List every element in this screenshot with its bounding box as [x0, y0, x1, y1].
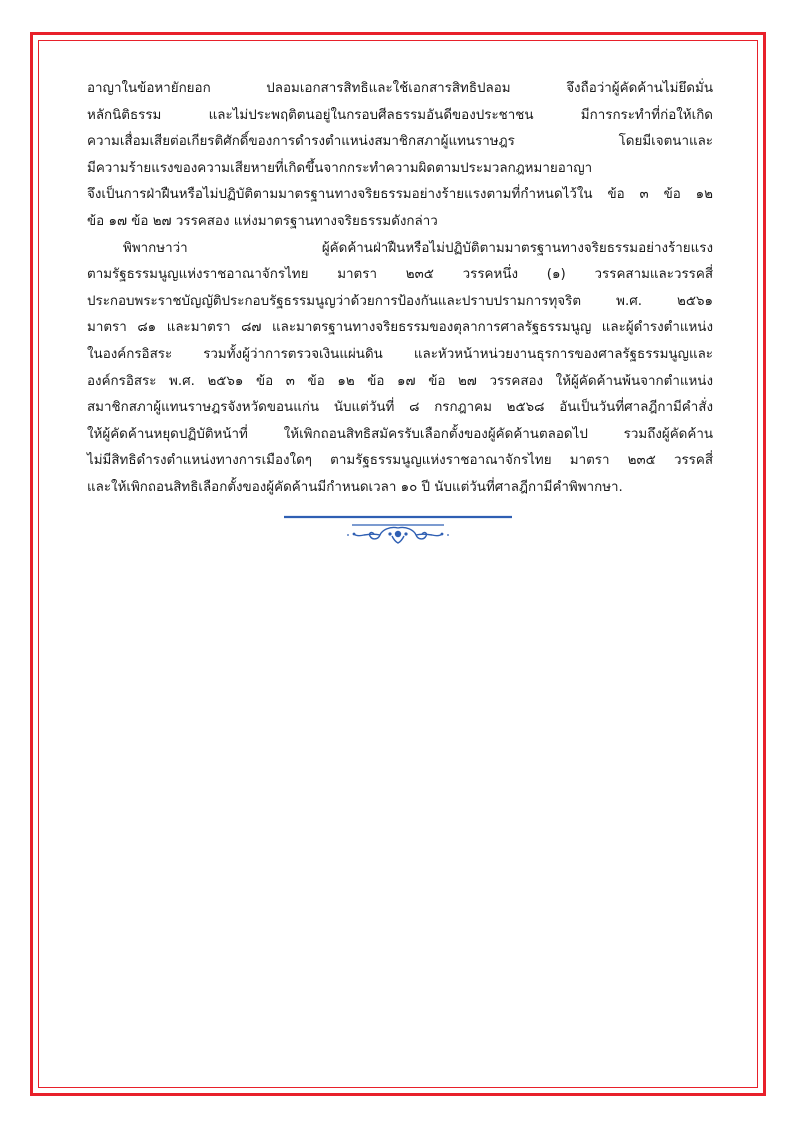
text-line: ไม่มีสิทธิดำรงตำแหน่งทางการเมืองใดๆ ตามรัฐธรรมนูญแห่งราชอาณาจักรไทย มาตรา ๒๓๕ วรรคสี่ [87, 453, 713, 469]
text-line: ในองค์กรอิสระ รวมทั้งผู้ว่าการตรวจเงินแผ่นดิน และหัวหน้าหน่วยงานธุรการของศาลรัฐธรรมนูญและ [87, 346, 713, 362]
text-line: จึงเป็นการฝ่าฝืนหรือไม่ปฏิบัติตามมาตรฐานทางจริยธรรมอย่างร้ายแรงตามที่กำหนดไว้ใน ข้อ ๓ ข้อ ๑๒ [87, 187, 713, 203]
text-line: องค์กรอิสระ พ.ศ. ๒๕๖๑ ข้อ ๓ ข้อ ๑๒ ข้อ ๑๗ ข้อ ๒๗ วรรคสอง ให้ผู้คัดค้านพ้นจากตำแหน่ง [87, 373, 713, 389]
document-body [87, 76, 713, 502]
paragraph-reasoning [87, 76, 713, 236]
text-line: มาตรา ๘๑ และมาตรา ๘๗ และมาตรฐานทางจริยธรรมของตุลาการศาลรัฐธรรมนูญ และผู้ดำรงตำแหน่ง [87, 320, 713, 336]
text-line: อาญาในข้อหายักยอก ปลอมเอกสารสิทธิและใช้เอกสารสิทธิปลอม จึงถือว่าผู้คัดค้านไม่ยึดมั่น [87, 81, 713, 96]
text-line: สมาชิกสภาผู้แทนราษฎรจังหวัดขอนแก่น นับแต่วันที่ ๘ กรกฎาคม ๒๕๖๘ อันเป็นวันที่ศาลฎีกามีคำสั่ง [87, 400, 713, 416]
paragraph-judgment [87, 236, 713, 502]
end-ornament-icon [282, 510, 514, 546]
text-line: ข้อ ๑๗ ข้อ ๒๗ วรรคสอง แห่งมาตรฐานทางจริยธรรมดังกล่าว [87, 213, 438, 229]
text-line: ประกอบพระราชบัญญัติประกอบรัฐธรรมนูญว่าด้วยการป้องกันและปราบปรามการทุจริต พ.ศ. ๒๕๖๑ [87, 293, 713, 309]
text-line: ความเสื่อมเสียต่อเกียรติศักดิ์ของการดำรงตำแหน่งสมาชิกสภาผู้แทนราษฎร โดยมีเจตนาและ [87, 134, 713, 150]
text-line: และให้เพิกถอนสิทธิเลือกตั้งของผู้คัดค้านมีกำหนดเวลา ๑๐ ปี นับแต่วันที่ศาลฎีกามีคำพิพากษา. [87, 479, 623, 495]
text-line: มีความร้ายแรงของความเสียหายที่เกิดขึ้นจากกระทำความผิดตามประมวลกฎหมายอาญา [87, 160, 593, 176]
text-line: พิพากษาว่า ผู้คัดค้านฝ่าฝืนหรือไม่ปฏิบัติตามมาตรฐานทางจริยธรรมอย่างร้ายแรง [123, 240, 713, 256]
text-line: หลักนิติธรรม และไม่ประพฤติตนอยู่ในกรอบศีลธรรมอันดีของประชาชน มีการกระทำที่ก่อให้เกิด [87, 107, 713, 123]
text-line: ให้ผู้คัดค้านหยุดปฏิบัติหน้าที่ ให้เพิกถอนสิทธิสมัครรับเลือกตั้งของผู้คัดค้านตลอดไป รวมถึงผู้คัดค้าน [87, 426, 713, 442]
text-line: ตามรัฐธรรมนูญแห่งราชอาณาจักรไทย มาตรา ๒๓๕ วรรคหนึ่ง (๑) วรรคสามและวรรคสี่ [87, 267, 713, 283]
